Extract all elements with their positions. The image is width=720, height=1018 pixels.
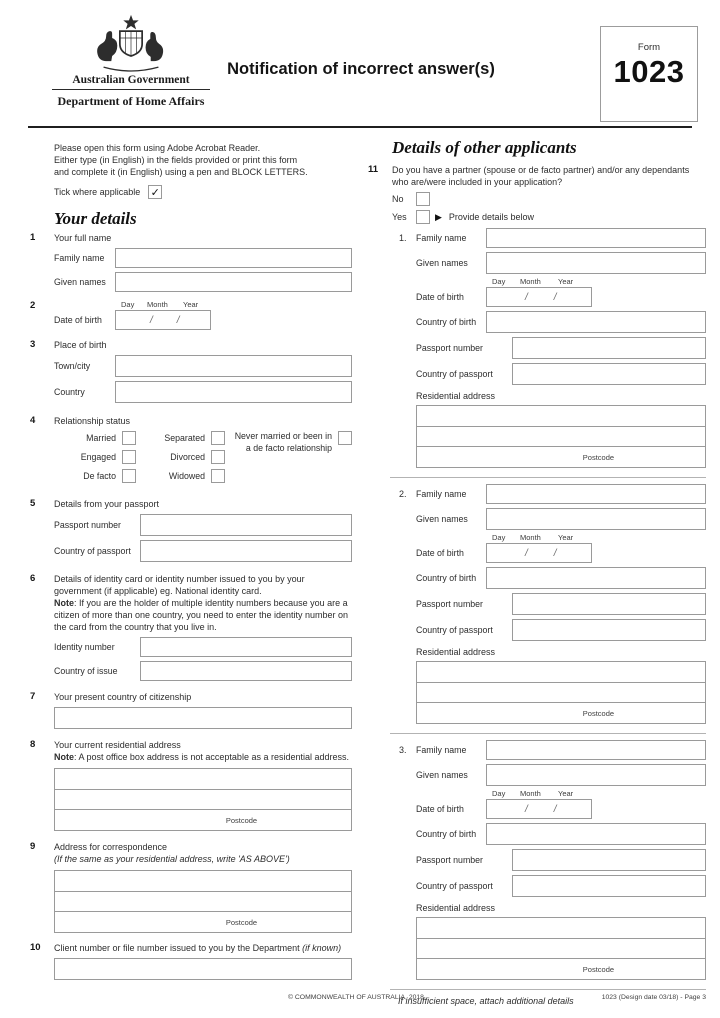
- applicants-list: [392, 228, 706, 990]
- insufficient-space-note: If insufficient space, attach additional details: [398, 996, 574, 1006]
- government-branding: [52, 14, 210, 109]
- residential-address-block: [416, 405, 706, 468]
- date-of-birth-label: Date of birth: [416, 292, 464, 302]
- family-name-input[interactable]: [486, 740, 706, 760]
- country-input[interactable]: [115, 381, 352, 403]
- country-of-issue-input[interactable]: [140, 661, 352, 681]
- question-number: 3: [30, 339, 36, 350]
- address-line-input[interactable]: [417, 426, 705, 446]
- tick-instruction: [54, 185, 352, 199]
- applicant-divider: [390, 989, 706, 990]
- form-word: Form: [637, 42, 661, 53]
- section-heading-other-applicants: Details of other applicants: [392, 138, 577, 157]
- passport-number-label: Passport number: [54, 520, 121, 530]
- residential-address-block: [416, 661, 706, 724]
- left-column: [30, 142, 352, 980]
- given-names-input[interactable]: [486, 508, 706, 530]
- country-of-passport-input[interactable]: [140, 540, 352, 562]
- given-names-input[interactable]: [486, 252, 706, 274]
- question-6: [30, 573, 352, 681]
- passport-number-input[interactable]: [140, 514, 352, 536]
- country-of-birth-label: Country of birth: [416, 573, 477, 583]
- residential-address-label: Residential address: [416, 647, 496, 657]
- question-number: 7: [30, 691, 36, 702]
- engaged-label: Engaged: [80, 452, 116, 462]
- day-month-year-header: Day Month Year: [492, 789, 574, 798]
- residential-address-block: [54, 768, 352, 831]
- instruction-line: Either type (in English) in the fields provided or print this form: [54, 155, 298, 165]
- widowed-label: Widowed: [168, 471, 205, 481]
- family-name-input[interactable]: [115, 248, 352, 268]
- tick-example-checkbox: [148, 185, 162, 199]
- correspondence-address-block: [54, 870, 352, 933]
- question-10: [30, 942, 352, 980]
- question-number: 5: [30, 498, 36, 509]
- engaged-checkbox[interactable]: [122, 450, 136, 464]
- never-married-checkbox[interactable]: [338, 431, 352, 445]
- country-of-passport-label: Country of passport: [416, 625, 493, 635]
- applicant-number: 3.: [399, 745, 407, 755]
- question-9: [30, 841, 352, 933]
- given-names-label: Given names: [416, 514, 468, 524]
- passport-number-input[interactable]: [512, 593, 706, 615]
- agency-name: Australian Government: [52, 74, 210, 90]
- address-line-input[interactable]: [417, 682, 705, 702]
- address-line-input[interactable]: [55, 871, 351, 891]
- country-of-birth-input[interactable]: [486, 311, 706, 333]
- passport-number-label: Passport number: [416, 855, 483, 865]
- question-5: [30, 498, 352, 562]
- country-of-birth-input[interactable]: [486, 823, 706, 845]
- de-facto-checkbox[interactable]: [122, 469, 136, 483]
- provide-details-label: Provide details below: [448, 212, 534, 222]
- question-label: Your current residential address: [54, 740, 181, 750]
- postcode-input[interactable]: [417, 702, 705, 723]
- date-of-birth-input[interactable]: / /: [115, 310, 211, 330]
- applicant-block: [392, 484, 706, 734]
- day-month-year-header: Day Month Year: [492, 277, 574, 286]
- country-of-birth-label: Country of birth: [416, 829, 477, 839]
- question-number: 2: [30, 300, 36, 311]
- married-label: Married: [86, 433, 116, 443]
- relationship-options: [54, 431, 352, 488]
- question-number: 1: [30, 232, 36, 243]
- arrow-right-icon: ▶: [435, 212, 442, 222]
- identity-number-label: Identity number: [54, 642, 115, 652]
- given-names-label: Given names: [416, 770, 468, 780]
- given-names-label: Given names: [54, 277, 106, 287]
- page-info-text: 1023 (Design date 03/18) - Page 3: [601, 994, 706, 1001]
- given-names-input[interactable]: [486, 764, 706, 786]
- applicant-block: [392, 740, 706, 990]
- country-label: Country: [54, 387, 85, 397]
- address-line-input[interactable]: [55, 891, 351, 911]
- identity-number-input[interactable]: [140, 637, 352, 657]
- widowed-checkbox[interactable]: [211, 469, 225, 483]
- date-of-birth-input[interactable]: / /: [486, 543, 592, 563]
- family-name-label: Family name: [416, 233, 467, 243]
- question-4: [30, 415, 352, 488]
- separated-label: Separated: [164, 433, 205, 443]
- country-of-passport-label: Country of passport: [54, 546, 131, 556]
- question-label: Your full name: [54, 233, 112, 243]
- residential-address-label: Residential address: [416, 391, 496, 401]
- residential-address-label: Residential address: [416, 903, 496, 913]
- country-of-passport-input[interactable]: [512, 875, 706, 897]
- passport-number-input[interactable]: [512, 849, 706, 871]
- country-of-birth-input[interactable]: [486, 567, 706, 589]
- address-line-input[interactable]: [55, 789, 351, 809]
- question-label: Relationship status: [54, 416, 131, 426]
- applicant-number: 2.: [399, 489, 407, 499]
- applicant-number: 1.: [399, 233, 407, 243]
- postcode-input[interactable]: [55, 911, 351, 932]
- tick-instruction-label: Tick where applicable: [54, 187, 141, 197]
- date-of-birth-label: Date of birth: [416, 548, 464, 558]
- never-married-label: Never married or been in a de facto relationship: [234, 431, 332, 453]
- question-number: 4: [30, 415, 36, 426]
- day-month-year-header: Day Month Year: [121, 300, 199, 309]
- residential-address-block: [416, 917, 706, 980]
- postcode-label: Postcode: [225, 917, 258, 927]
- passport-number-input[interactable]: [512, 337, 706, 359]
- no-label: No: [392, 194, 404, 204]
- day-month-year-header: Day Month Year: [492, 533, 574, 542]
- postcode-label: Postcode: [225, 815, 258, 825]
- town-city-label: Town/city: [54, 361, 91, 371]
- address-line-input[interactable]: [417, 406, 705, 426]
- question-number: 11: [368, 164, 379, 175]
- tick-icon: ✓: [150, 186, 160, 199]
- postcode-label: Postcode: [582, 964, 615, 974]
- divorced-checkbox[interactable]: [211, 450, 225, 464]
- instruction-line: and complete it (in English) using a pen and BLOCK LETTERS.: [54, 167, 308, 177]
- copyright-text: © COMMONWEALTH OF AUSTRALIA, 2018: [288, 994, 424, 1001]
- address-line-input[interactable]: [417, 938, 705, 958]
- postcode-input[interactable]: [417, 446, 705, 467]
- instruction-line: Please open this form using Adobe Acrobat Reader.: [54, 143, 261, 153]
- question-3: [30, 339, 352, 403]
- address-line-input[interactable]: [55, 769, 351, 789]
- date-of-birth-input[interactable]: / /: [486, 287, 592, 307]
- form-number: 1023: [613, 54, 685, 89]
- married-checkbox[interactable]: [122, 431, 136, 445]
- form-number-box: [600, 26, 698, 122]
- question-1: [30, 232, 352, 292]
- question-label: Client number or file number issued to you by the Department (if known): [54, 943, 342, 953]
- town-city-input[interactable]: [115, 355, 352, 377]
- country-of-birth-label: Country of birth: [416, 317, 477, 327]
- question-number: 10: [30, 942, 41, 953]
- department-name: Department of Home Affairs: [57, 94, 205, 108]
- applicant-divider: [390, 733, 706, 734]
- right-column: [368, 138, 706, 1006]
- postcode-input[interactable]: [417, 958, 705, 979]
- passport-number-label: Passport number: [416, 343, 483, 353]
- question-label: Address for correspondence: [54, 842, 168, 852]
- family-name-label: Family name: [416, 489, 467, 499]
- no-checkbox[interactable]: [416, 192, 430, 206]
- country-of-passport-label: Country of passport: [416, 369, 493, 379]
- question-2: [30, 300, 352, 330]
- form-title: Notification of incorrect answer(s): [227, 60, 495, 78]
- address-line-input[interactable]: [417, 918, 705, 938]
- question-7: [30, 691, 352, 729]
- postcode-input[interactable]: [55, 809, 351, 830]
- yes-checkbox[interactable]: [416, 210, 430, 224]
- question-label: Details from your passport: [54, 499, 160, 509]
- applicant-block: [392, 228, 706, 478]
- given-names-label: Given names: [416, 258, 468, 268]
- header-divider: [28, 126, 692, 128]
- question-number: 9: [30, 841, 36, 852]
- citizenship-country-input[interactable]: [54, 707, 352, 729]
- date-of-birth-label: Date of birth: [416, 804, 464, 814]
- given-names-input[interactable]: [115, 272, 352, 292]
- date-of-birth-input[interactable]: / /: [486, 799, 592, 819]
- family-name-input[interactable]: [486, 484, 706, 504]
- question-label: Place of birth: [54, 340, 107, 350]
- question-8: [30, 739, 352, 831]
- family-name-label: Family name: [54, 253, 105, 263]
- de-facto-label: De facto: [83, 471, 116, 481]
- question-number: 8: [30, 739, 36, 750]
- yes-label: Yes: [392, 212, 407, 222]
- form-instructions: [54, 142, 352, 178]
- question-note: Note: If you are the holder of multiple identity numbers because you are a citizen of more than one country, you need to enter the identity number on the card from the country that you live in.: [54, 598, 349, 632]
- country-of-passport-input[interactable]: [512, 363, 706, 385]
- date-of-birth-label: Date of birth: [54, 315, 102, 325]
- question-note-italic: (If the same as your residential address, write 'AS ABOVE'): [54, 854, 290, 864]
- australian-coat-of-arms-icon: [88, 14, 174, 74]
- postcode-label: Postcode: [582, 708, 615, 718]
- divorced-label: Divorced: [170, 452, 205, 462]
- question-label: Your present country of citizenship: [54, 692, 192, 702]
- separated-checkbox[interactable]: [211, 431, 225, 445]
- address-line-input[interactable]: [417, 662, 705, 682]
- question-label: Details of identity card or identity number issued to you by your government (if applicable) eg. National identity card.: [54, 574, 305, 596]
- client-number-input[interactable]: [54, 958, 352, 980]
- family-name-input[interactable]: [486, 228, 706, 248]
- country-of-issue-label: Country of issue: [54, 666, 118, 676]
- postcode-label: Postcode: [582, 452, 615, 462]
- question-note: Note: A post office box address is not acceptable as a residential address.: [54, 752, 350, 762]
- question-11: [368, 164, 706, 1006]
- country-of-passport-input[interactable]: [512, 619, 706, 641]
- applicant-divider: [390, 477, 706, 478]
- passport-number-label: Passport number: [416, 599, 483, 609]
- question-number: 6: [30, 573, 36, 584]
- country-of-passport-label: Country of passport: [416, 881, 493, 891]
- question-label: Do you have a partner (spouse or de facto partner) and/or any dependants who are/were included in your application?: [392, 165, 690, 187]
- section-heading-your-details: Your details: [54, 209, 137, 228]
- family-name-label: Family name: [416, 745, 467, 755]
